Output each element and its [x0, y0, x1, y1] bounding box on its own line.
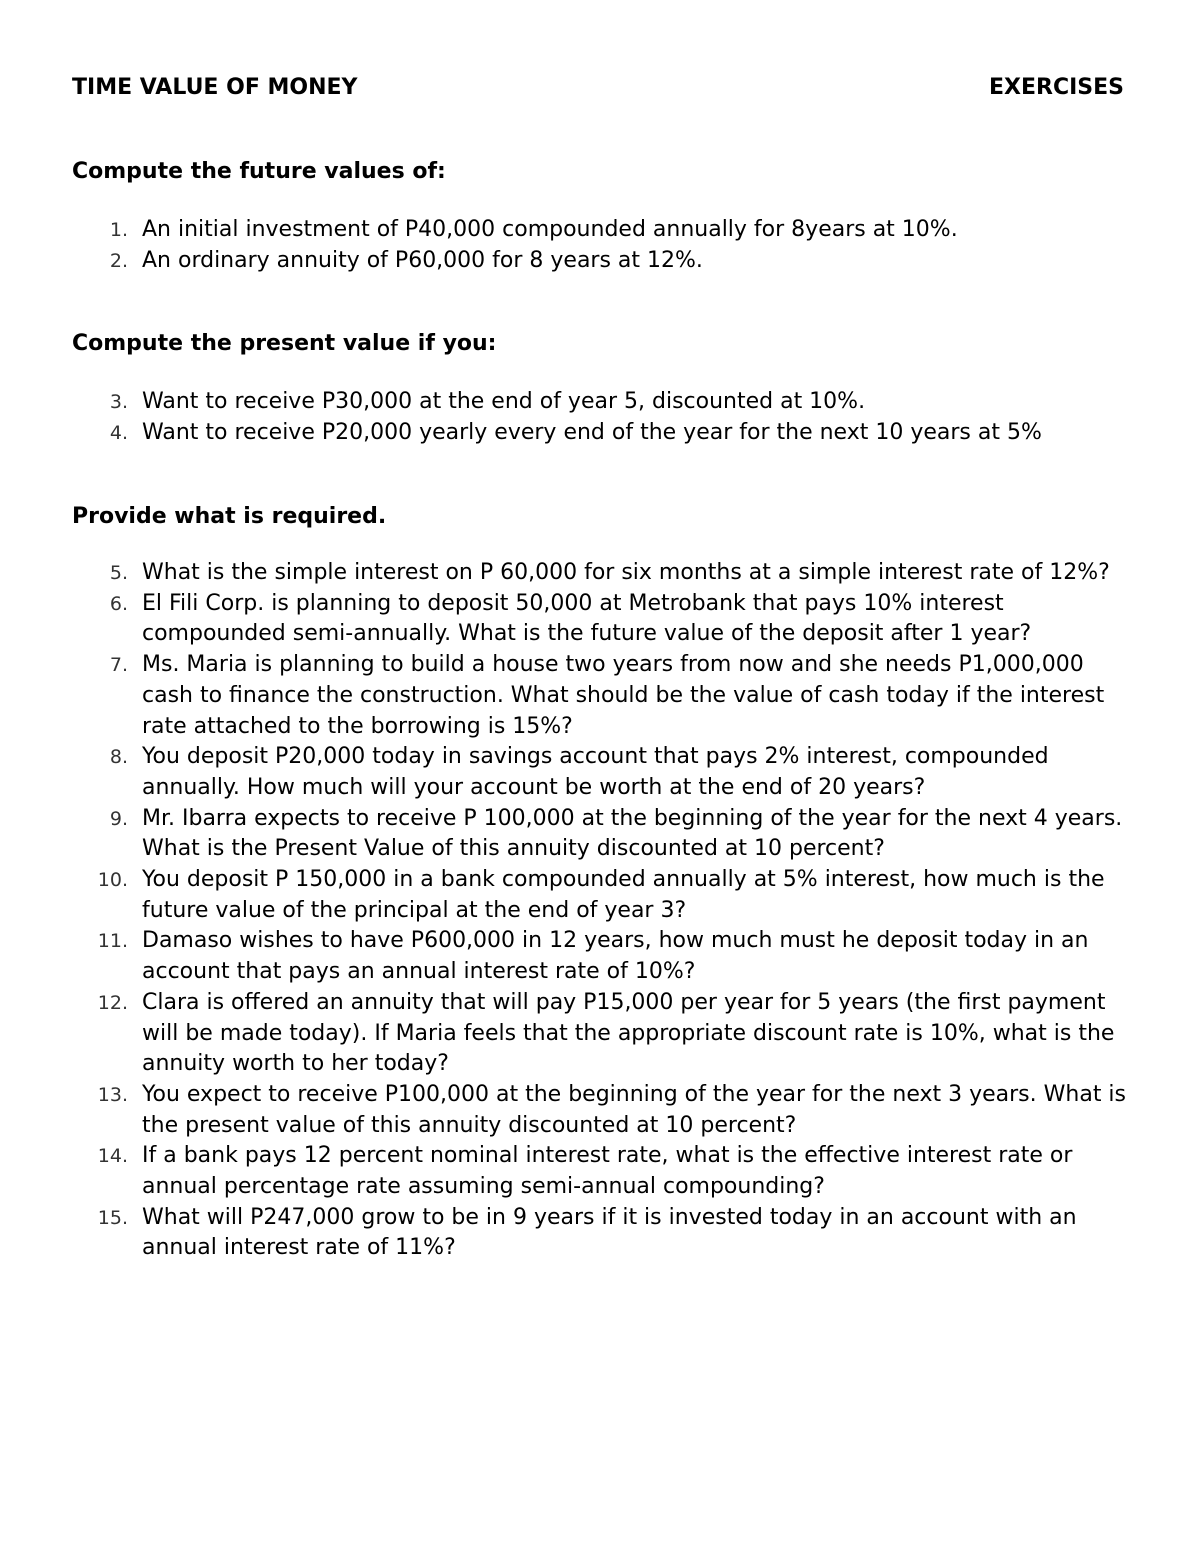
list-item: [72, 1080, 1132, 1141]
list-present-value: [72, 387, 1132, 448]
item-number: 6.: [109, 592, 128, 615]
item-number: 2.: [109, 249, 128, 272]
list-item: [72, 926, 1132, 987]
item-text: You expect to receive P100,000 at the beginning of the year for the next 3 years. What is the present value of this annuity discounted at 10 percent?: [142, 1081, 1127, 1138]
document-title: TIME VALUE OF MONEY: [72, 75, 358, 100]
list-item: [72, 246, 1132, 277]
page-header: [72, 72, 1124, 104]
item-text: Mr. Ibarra expects to receive P 100,000 at the beginning of the year for the next 4 years. What is the Present Value of this annuity discounted at 10 percent?: [142, 805, 1123, 862]
item-number: 4.: [109, 421, 128, 444]
item-text: Ms. Maria is planning to build a house two years from now and she needs P1,000,000 cash to finance the construction. What should be the value of cash today if the interest rate attached to the borrowing is 15%?: [142, 652, 1105, 739]
list-item: [72, 650, 1132, 742]
section-title-future-values: Compute the future values of:: [72, 159, 446, 184]
list-item: [72, 1141, 1132, 1202]
item-number: 9.: [109, 807, 128, 830]
item-text: An initial investment of P40,000 compounded annually for 8years at 10%.: [142, 217, 958, 242]
item-number: 13.: [97, 1083, 128, 1106]
section-title-provide-required: Provide what is required.: [72, 504, 387, 529]
item-number: 3.: [109, 391, 128, 413]
list-item: [72, 804, 1132, 865]
item-number: 15.: [97, 1206, 128, 1229]
item-number: 11.: [97, 930, 128, 953]
item-text: El Fili Corp. is planning to deposit 50,000 at Metrobank that pays 10% interest compounded semi-annually. What is the future value of the deposit after 1 year?: [142, 590, 1032, 647]
item-text: What is the simple interest on P 60,000 for six months at a simple interest rate of 12%?: [142, 560, 1110, 585]
item-text: Clara is offered an annuity that will pay P15,000 per year for 5 years (the first payment will be made today). If Maria feels that the appropriate discount rate is 10%, what is the annuity worth to her today?: [142, 989, 1115, 1077]
item-number: 14.: [97, 1145, 128, 1168]
list-item: [72, 742, 1132, 803]
item-text: You deposit P 150,000 in a bank compounded annually at 5% interest, how much is the future value of the principal at the end of year 3?: [142, 867, 1105, 923]
item-number: 12.: [97, 991, 128, 1014]
item-number: 1.: [109, 219, 128, 241]
section-title-present-value: Compute the present value if you:: [72, 331, 497, 356]
document-label: EXERCISES: [988, 75, 1124, 100]
item-number: 5.: [109, 562, 128, 584]
list-item: [72, 558, 1132, 589]
item-text: You deposit P20,000 today in savings account that pays 2% interest, compounded annually. How much will your account be worth at the end of 20 years?: [142, 744, 1049, 800]
item-number: 7.: [109, 654, 128, 677]
item-text: An ordinary annuity of P60,000 for 8 years at 12%.: [142, 247, 703, 273]
list-item: [72, 865, 1132, 926]
item-text: What will P247,000 grow to be in 9 years if it is invested today in an account with an annual interest rate of 11%?: [142, 1204, 1077, 1261]
list-item: [72, 589, 1132, 650]
item-number: 10.: [97, 869, 128, 892]
list-provide-required: [72, 558, 1132, 1264]
list-item: [72, 1203, 1132, 1264]
item-text: If a bank pays 12 percent nominal interest rate, what is the effective interest rate or annual percentage rate assuming semi-annual compounding?: [142, 1143, 1073, 1200]
list-item: [72, 215, 1132, 246]
list-item: [72, 418, 1132, 449]
item-number: 8.: [109, 746, 128, 769]
list-item: [72, 988, 1132, 1080]
item-text: Damaso wishes to have P600,000 in 12 years, how much must he deposit today in an account that pays an annual interest rate of 10%?: [142, 928, 1089, 985]
list-item: [72, 387, 1132, 418]
item-text: Want to receive P30,000 at the end of year 5, discounted at 10%.: [142, 389, 866, 414]
item-text: Want to receive P20,000 yearly every end of the year for the next 10 years at 5%: [142, 419, 1042, 445]
list-future-values: [72, 215, 1132, 276]
